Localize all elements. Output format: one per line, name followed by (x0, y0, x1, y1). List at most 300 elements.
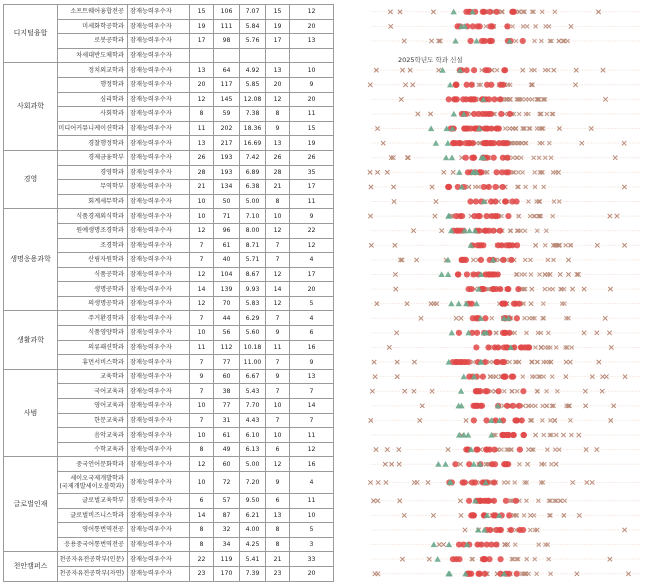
dot-guide (576, 376, 577, 377)
dot-guide (414, 303, 415, 304)
dot-guide (561, 70, 562, 71)
cell-c: 6.21 (240, 508, 266, 523)
dot-guide (405, 449, 406, 450)
dot-guide (384, 216, 385, 217)
dot-guide (432, 113, 433, 114)
cell-b: 70 (214, 296, 240, 311)
dot-guide (609, 128, 610, 129)
dot-guide (618, 347, 619, 348)
dot-guide (501, 201, 502, 202)
dot-guide (585, 274, 586, 275)
cell-d: 23 (266, 566, 290, 581)
dot-guide (480, 347, 481, 348)
dot-guide (408, 128, 409, 129)
cell-c: 5.43 (240, 384, 266, 399)
dot-guide (564, 186, 565, 187)
dot-guide (414, 201, 415, 202)
dot-guide (390, 143, 391, 144)
dot-guide (603, 157, 604, 158)
dot-guide (579, 362, 580, 363)
dot-guide (540, 559, 541, 560)
dot-guide (411, 11, 412, 12)
triangle-mark (431, 541, 437, 547)
dot-guide (420, 245, 421, 246)
dot-guide (633, 449, 634, 450)
dot-guide (603, 482, 604, 483)
cell-dept: 식품공학과 (58, 267, 128, 282)
dot-guide (534, 420, 535, 421)
dot-guide (558, 332, 559, 333)
dot-guide (636, 500, 637, 501)
dot-guide (492, 405, 493, 406)
dot-guide (384, 26, 385, 27)
circle-mark (506, 512, 512, 518)
dot-guide (630, 318, 631, 319)
dot-guide (447, 245, 448, 246)
dot-guide (600, 157, 601, 158)
dot-guide (414, 26, 415, 27)
dot-guide (564, 347, 565, 348)
dot-guide (585, 172, 586, 173)
dot-guide (417, 559, 418, 560)
dot-guide (633, 274, 634, 275)
cell-dept: 미세화학공학과 (58, 19, 128, 34)
dot-guide (621, 303, 622, 304)
dot-guide (600, 201, 601, 202)
dot-guide (375, 515, 376, 516)
circle-mark (502, 330, 508, 336)
dot-guide (546, 515, 547, 516)
dot-guide (585, 128, 586, 129)
dot-guide (426, 303, 427, 304)
dot-guide (408, 362, 409, 363)
dot-guide (639, 347, 640, 348)
dot-guide (432, 500, 433, 501)
dot-guide (516, 449, 517, 450)
dot-guide (441, 318, 442, 319)
dot-guide (570, 347, 571, 348)
dot-guide (417, 435, 418, 436)
cross-mark (536, 360, 540, 364)
dot-guide (573, 143, 574, 144)
dot-guide (603, 113, 604, 114)
dot-guide (417, 529, 418, 530)
dot-guide (585, 230, 586, 231)
dot-guide (405, 143, 406, 144)
circle-mark (496, 388, 502, 394)
triangle-mark (461, 373, 467, 379)
dot-guide (534, 26, 535, 27)
dot-guide (465, 289, 466, 290)
circle-mark (490, 286, 496, 292)
cell-a: 23 (190, 566, 214, 581)
dot-guide (396, 435, 397, 436)
dot-guide (570, 464, 571, 465)
dot-guide (600, 172, 601, 173)
cell-d: 17 (266, 34, 290, 49)
dot-guide (519, 391, 520, 392)
dot-guide (426, 420, 427, 421)
dot-guide (567, 449, 568, 450)
dot-guide (636, 420, 637, 421)
dot-guide (627, 362, 628, 363)
dot-guide (594, 216, 595, 217)
dot-guide (462, 289, 463, 290)
dot-guide (405, 157, 406, 158)
cell-e: 12 (290, 238, 334, 253)
dot-guide (591, 230, 592, 231)
dot-guide (558, 529, 559, 530)
dot-guide (594, 362, 595, 363)
dot-guide (444, 40, 445, 41)
dot-guide (381, 347, 382, 348)
dot-guide (549, 113, 550, 114)
dot-guide (639, 11, 640, 12)
dot-guide (636, 99, 637, 100)
dot-guide (585, 464, 586, 465)
dot-guide (414, 559, 415, 560)
cell-type: 잠재능력우수자 (128, 107, 190, 122)
cell-dept: 세이오국제개발학과 (국제개발세이오블학과) (58, 472, 128, 494)
dot-guide (441, 113, 442, 114)
dot-guide (510, 303, 511, 304)
dot-guide (441, 143, 442, 144)
dot-guide (426, 259, 427, 260)
dot-guide (378, 289, 379, 290)
dot-guide (543, 449, 544, 450)
dot-guide (402, 405, 403, 406)
dot-guide (549, 245, 550, 246)
cell-c: 7.70 (240, 399, 266, 414)
cell-dept: 휴먼서비스학과 (58, 355, 128, 370)
dot-guide (633, 259, 634, 260)
cell-b: 104 (214, 267, 240, 282)
dot-guide (384, 186, 385, 187)
dot-guide (423, 318, 424, 319)
dot-guide (387, 259, 388, 260)
dot-guide (426, 529, 427, 530)
cross-mark (408, 68, 412, 72)
dot-guide (399, 26, 400, 27)
circle-mark (509, 198, 515, 204)
dot-guide (378, 245, 379, 246)
circle-mark (497, 556, 503, 562)
cross-mark (376, 499, 380, 503)
dot-guide (459, 289, 460, 290)
dot-guide (552, 245, 553, 246)
dot-guide (381, 318, 382, 319)
dot-guide (624, 347, 625, 348)
dot-guide (513, 289, 514, 290)
dot-guide (420, 26, 421, 27)
dot-guide (543, 230, 544, 231)
dot-guide (423, 376, 424, 377)
dot-guide (567, 500, 568, 501)
cross-mark (394, 287, 398, 291)
dot-guide (591, 362, 592, 363)
dot-guide (600, 559, 601, 560)
dot-guide (555, 128, 556, 129)
dot-guide (573, 201, 574, 202)
dot-guide (618, 11, 619, 12)
dot-guide (555, 26, 556, 27)
dot-guide (594, 70, 595, 71)
dot-guide (612, 40, 613, 41)
cell-d: 12 (266, 92, 290, 107)
dot-guide (624, 559, 625, 560)
dot-guide (384, 245, 385, 246)
dot-guide (579, 405, 580, 406)
dot-guide (423, 172, 424, 173)
dot-guide (555, 332, 556, 333)
cell-e: 11 (290, 107, 334, 122)
cell-c: 4.43 (240, 413, 266, 428)
dot-guide (438, 84, 439, 85)
dot-guide (582, 544, 583, 545)
dot-guide (444, 11, 445, 12)
dot-guide (420, 143, 421, 144)
dot-guide (438, 482, 439, 483)
dot-guide (495, 84, 496, 85)
dot-guide (633, 216, 634, 217)
cell-dept: 생명공학과 (58, 282, 128, 297)
dot-guide (576, 405, 577, 406)
dot-guide (630, 515, 631, 516)
cross-mark (568, 360, 572, 364)
dot-guide (450, 245, 451, 246)
dot-guide (375, 113, 376, 114)
dot-guide (636, 482, 637, 483)
cell-a: 12 (190, 457, 214, 472)
dot-guide (417, 11, 418, 12)
cell-d: 26 (266, 150, 290, 165)
dot-guide (411, 435, 412, 436)
dot-guide (567, 529, 568, 530)
dot-guide (564, 26, 565, 27)
dot-guide (414, 420, 415, 421)
dot-guide (375, 40, 376, 41)
dot-guide (591, 201, 592, 202)
dot-guide (390, 332, 391, 333)
dot-guide (549, 449, 550, 450)
dot-guide (612, 515, 613, 516)
dot-guide (609, 40, 610, 41)
dot-guide (432, 482, 433, 483)
dot-guide (633, 289, 634, 290)
cell-a: 21 (190, 180, 214, 195)
dot-guide (600, 70, 601, 71)
dot-guide (573, 500, 574, 501)
dot-guide (600, 99, 601, 100)
dot-guide (576, 26, 577, 27)
dot-guide (528, 186, 529, 187)
dot-guide (600, 544, 601, 545)
dot-guide (561, 482, 562, 483)
dot-guide (450, 201, 451, 202)
dot-guide (621, 216, 622, 217)
dot-guide (543, 245, 544, 246)
dot-guide (546, 40, 547, 41)
dot-guide (522, 464, 523, 465)
dot-guide (582, 245, 583, 246)
dot-guide (618, 157, 619, 158)
dot-guide (573, 99, 574, 100)
dot-guide (375, 157, 376, 158)
dot-guide (402, 515, 403, 516)
dot-guide (390, 40, 391, 41)
dot-guide (399, 186, 400, 187)
dot-guide (432, 274, 433, 275)
dot-guide (588, 420, 589, 421)
dot-guide (627, 128, 628, 129)
dot-guide (420, 99, 421, 100)
dot-guide (465, 559, 466, 560)
dot-guide (633, 573, 634, 574)
dot-guide (549, 186, 550, 187)
dot-guide (567, 84, 568, 85)
dot-guide (597, 274, 598, 275)
dot-guide (630, 157, 631, 158)
dot-guide (372, 573, 373, 574)
cross-mark (391, 185, 395, 189)
dot-guide (588, 230, 589, 231)
cell-c: 6.10 (240, 428, 266, 443)
dot-guide (582, 318, 583, 319)
dot-guide (621, 172, 622, 173)
dot-guide (447, 26, 448, 27)
dot-guide (405, 362, 406, 363)
dot-guide (609, 143, 610, 144)
cross-mark (373, 374, 377, 378)
circle-mark (514, 315, 520, 321)
cross-mark (570, 287, 574, 291)
dot-guide (507, 128, 508, 129)
dot-guide (384, 70, 385, 71)
dot-guide (384, 289, 385, 290)
dot-guide (633, 420, 634, 421)
dot-guide (633, 11, 634, 12)
cell-a: 7 (190, 413, 214, 428)
dot-guide (405, 573, 406, 574)
dot-guide (444, 332, 445, 333)
dot-guide (423, 529, 424, 530)
dot-guide (579, 303, 580, 304)
dot-guide (603, 435, 604, 436)
dot-guide (402, 230, 403, 231)
dot-guide (468, 245, 469, 246)
cross-mark (543, 243, 547, 247)
cell-a: 19 (190, 19, 214, 34)
dot-guide (588, 515, 589, 516)
dot-guide (567, 99, 568, 100)
dot-guide (489, 303, 490, 304)
dot-guide (552, 500, 553, 501)
dot-guide (615, 216, 616, 217)
dot-guide (564, 482, 565, 483)
cross-mark (454, 316, 458, 320)
dot-guide (396, 113, 397, 114)
dot-guide (489, 573, 490, 574)
dot-guide (402, 289, 403, 290)
dot-guide (597, 500, 598, 501)
cell-e: 17 (290, 180, 334, 195)
dot-guide (558, 186, 559, 187)
cross-mark (427, 557, 431, 561)
dot-guide (579, 482, 580, 483)
circle-mark (459, 213, 465, 219)
dot-guide (396, 186, 397, 187)
dot-guide (525, 332, 526, 333)
dot-guide (438, 347, 439, 348)
dot-guide (522, 216, 523, 217)
dot-guide (525, 157, 526, 158)
dot-guide (456, 449, 457, 450)
dot-guide (453, 529, 454, 530)
dot-guide (396, 449, 397, 450)
dot-guide (381, 500, 382, 501)
dot-guide (444, 245, 445, 246)
dot-guide (381, 143, 382, 144)
dot-guide (603, 40, 604, 41)
dot-guide (519, 544, 520, 545)
dot-guide (630, 529, 631, 530)
dot-guide (390, 515, 391, 516)
dot-guide (585, 435, 586, 436)
dot-guide (582, 289, 583, 290)
dot-guide (405, 113, 406, 114)
cell-b: 34 (214, 537, 240, 552)
dot-guide (423, 113, 424, 114)
dot-guide (429, 376, 430, 377)
dot-guide (420, 482, 421, 483)
dot-guide (603, 303, 604, 304)
dot-guide (372, 449, 373, 450)
dot-guide (402, 186, 403, 187)
dot-guide (582, 201, 583, 202)
dot-guide (411, 172, 412, 173)
dot-guide (378, 515, 379, 516)
dot-guide (429, 259, 430, 260)
dot-guide (576, 289, 577, 290)
dot-guide (525, 172, 526, 173)
dot-guide (435, 99, 436, 100)
dot-guide (498, 318, 499, 319)
dot-guide (420, 449, 421, 450)
dot-guide (411, 420, 412, 421)
dot-guide (633, 529, 634, 530)
dot-guide (378, 347, 379, 348)
cross-mark (558, 272, 562, 276)
dot-guide (543, 201, 544, 202)
dot-guide (423, 464, 424, 465)
circle-mark (497, 96, 503, 102)
cross-mark (372, 360, 376, 364)
dot-guide (417, 391, 418, 392)
circle-mark (468, 512, 474, 518)
dot-guide (444, 201, 445, 202)
cross-mark (543, 68, 547, 72)
dot-guide (483, 303, 484, 304)
dot-guide (429, 157, 430, 158)
dot-guide (555, 99, 556, 100)
cross-mark (542, 360, 546, 364)
circle-mark (480, 9, 486, 15)
dot-guide (603, 405, 604, 406)
dot-guide (543, 573, 544, 574)
dot-guide (372, 318, 373, 319)
dot-guide (543, 259, 544, 260)
dot-guide (531, 157, 532, 158)
